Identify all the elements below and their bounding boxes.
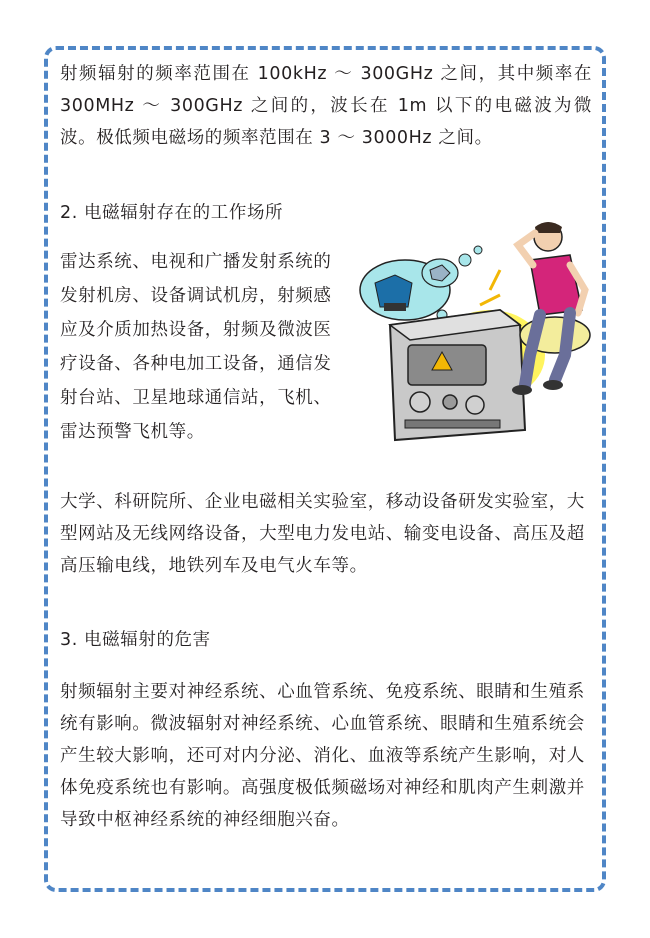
section-2-paragraph-b: 大学、科研院所、企业电磁相关实验室，移动设备研发实验室，大型网站及无线网络设备，大型电力发电站、输变电设备、高压及超高压输电线，地铁列车及电气火车等。 xyxy=(60,492,585,576)
section-2-heading: 2. 电磁辐射存在的工作场所 xyxy=(60,203,284,223)
worker-and-equipment-illustration xyxy=(350,215,605,455)
intro-paragraph: 射频辐射的频率范围在 100kHz ～ 300GHz 之间，其中频率在 300MHz ～ 300GHz 之间的，波长在 1m 以下的电磁波为微波。极低频电磁场的频率范围在 3 ～ 3000Hz 之间。 xyxy=(60,64,592,148)
section-2-paragraph-a: 雷达系统、电视和广播发射系统的发射机房、设备调试机房，射频感应及介质加热设备，射频及微波医疗设备、各种电加工设备，通信发射台站、卫星地球通信站，飞机、雷达预警飞机等。 xyxy=(60,252,332,442)
worker-figure xyxy=(512,222,590,395)
equipment-machine xyxy=(390,310,525,440)
section-3-heading: 3. 电磁辐射的危害 xyxy=(60,630,211,650)
section-3-paragraph: 射频辐射主要对神经系统、心血管系统、免疫系统、眼睛和生殖系统有影响。微波辐射对神经系统、心血管系统、眼睛和生殖系统会产生较大影响，还可对内分泌、消化、血液等系统产生影响，对人体免疫系统也有影响。高强度极低频磁场对神经和肌肉产生刺激并导致中枢神经系统的神经细胞兴奋。 xyxy=(60,682,585,830)
